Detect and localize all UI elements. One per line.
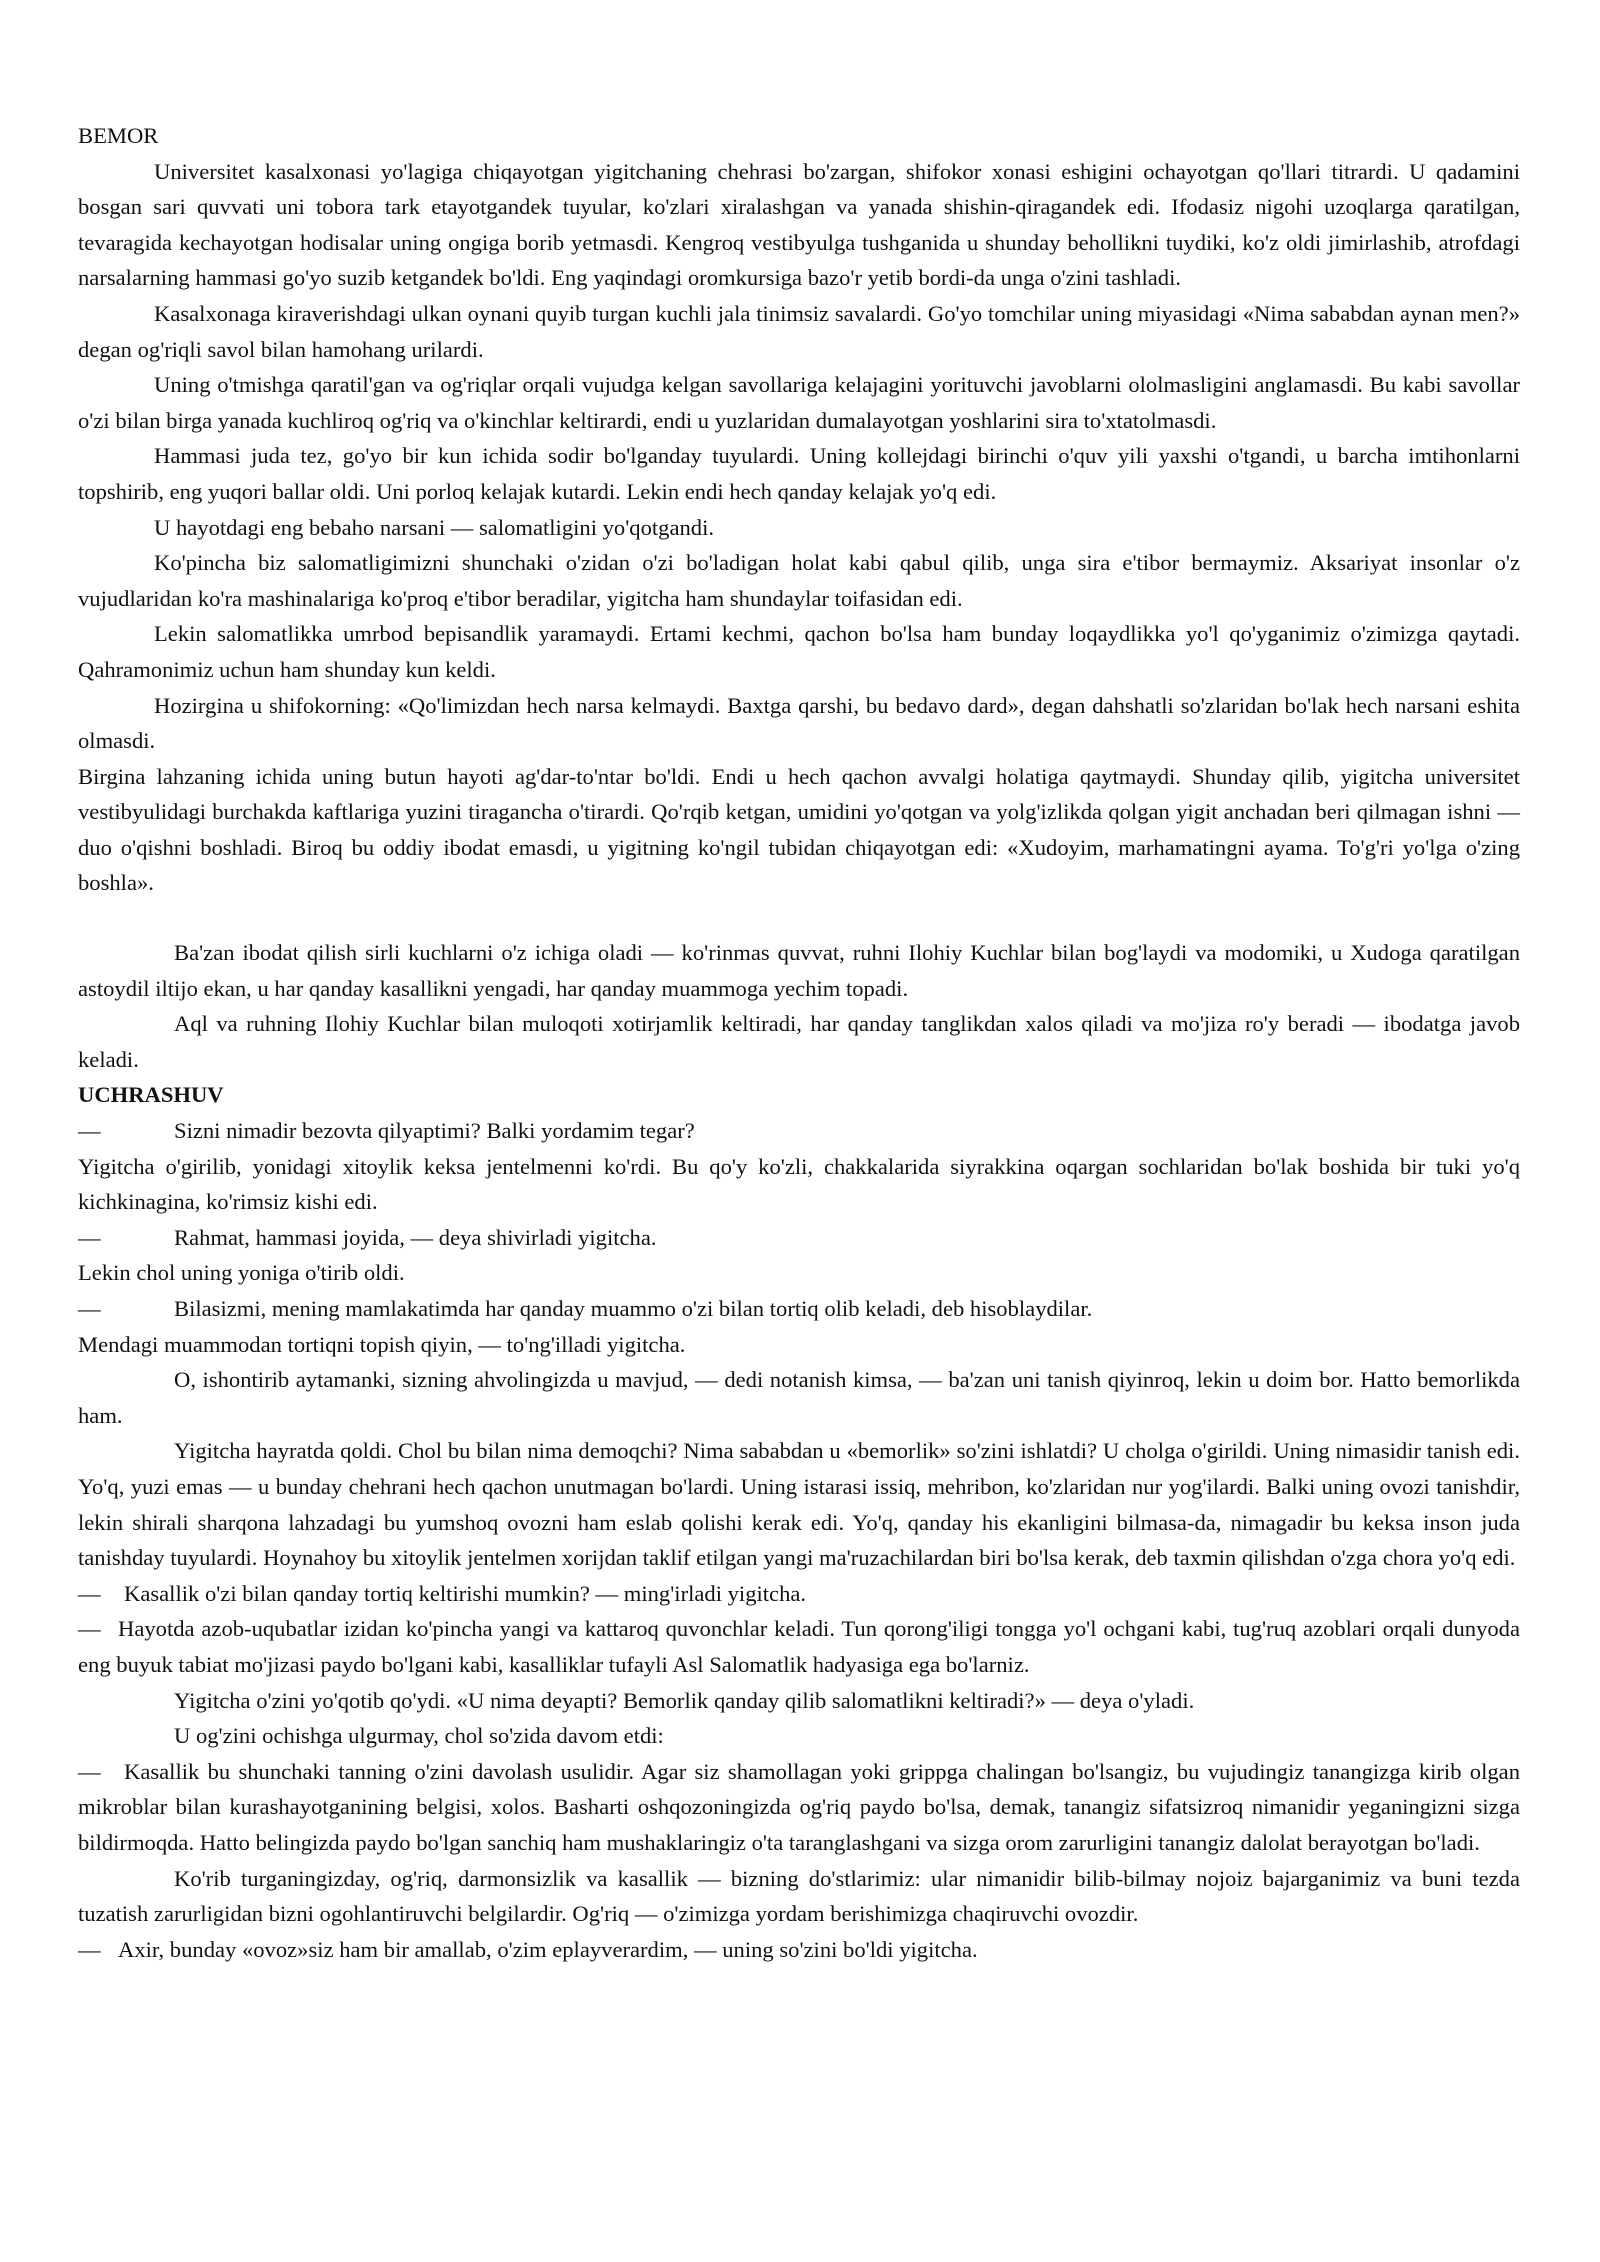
dialogue-text: Bilasizmi, mening mamlakatimda har qanday muammo o'zi bilan tortiq olib keladi, deb hisoblaydilar. bbox=[174, 1296, 1093, 1321]
dialogue-text: Sizni nimadir bezovta qilyaptimi? Balki yordamim tegar? bbox=[174, 1118, 695, 1144]
chapter-title: BEMOR bbox=[78, 123, 159, 148]
paragraph: Ba'zan ibodat qilish sirli kuchlarni o'z ichiga oladi — ko'rinmas quvvat, ruhni Ilohiy Kuchlar bilan bog'laydi va modomiki, u Xudoga qaratilgan astoydil iltijo ekan, u har qanday kasallikni yengadi, har qanday muammoga yechim topadi. bbox=[78, 940, 1520, 1001]
dash-mark: — bbox=[78, 1616, 101, 1642]
dialogue-text: Kasallik bu shunchaki tanning o'zini davolash usulidir. Agar siz shamollagan yoki grippga chalingan bo'lsangiz, bu vujudingiz tanangizga kirib olgan mikroblar bilan kurashayotganining belgisi, xolos. Basharti oshqozoningizda og'riq paydo bo'lsa, demak, tanangiz sifatsizroq nimanidir yeganingizni sizga bildirmoqda. Hatto belingizda paydo bo'lgan sanchiq ham mushaklaringiz o'ta taranglashgani va sizga orom zarurligini tanangiz dalolat berayotgan bo'ladi. bbox=[78, 1758, 1520, 1855]
dialogue-line bbox=[78, 1113, 1520, 1149]
paragraph: Hammasi juda tez, go'yo bir kun ichida sodir bo'lganday tuyulardi. Uning kollejdagi birinchi o'quv yili yaxshi o'tgandi, u barcha imtihonlarni topshirib, eng yuqori ballar oldi. Uni porloq kelajak kutardi. Lekin endi hech qanday kelajak yo'q edi. bbox=[78, 443, 1520, 504]
dash-mark: — bbox=[78, 1580, 101, 1606]
dialogue-text: Kasallik o'zi bilan qanday tortiq keltirishi mumkin? — ming'irladi yigitcha. bbox=[124, 1580, 807, 1606]
dash-mark: — bbox=[78, 1296, 101, 1321]
paragraph: Universitet kasalxonasi yo'lagiga chiqayotgan yigitchaning chehrasi bo'zargan, shifokor xonasi eshigini ochayotgan qo'llari titrardi. U qadamini bosgan sari quvvati uni tobora tark etayotgandek tuyular, ko'zlari xiralashgan va yanada shishin-qiragandek edi. Ifodasiz nigohi uzoqlarga qaratilgan, tevaragida kechayotgan hodisalar uning ongiga borib yetmasdi. Kengroq vestibyulga tushganida u shunday behollikni tuydiki, ko'z oldi jimirlashib, atrofdagi narsalarning hammasi go'yo suzib ketgandek bo'ldi. Eng yaqindagi oromkursiga bazo'r yetib bordi-da unga o'zini tashladi. bbox=[78, 158, 1520, 291]
paragraph: U og'zini ochishga ulgurmay, chol so'zida davom etdi: bbox=[174, 1723, 664, 1749]
paragraph: Yigitcha o'girilib, yonidagi xitoylik keksa jentelmenni ko'rdi. Bu qo'y ko'zli, chakkalarida siyrakkina oqargan sochlaridan bo'lak boshida bir tuki yo'q kichkinagina, ko'rimsiz kishi edi. bbox=[78, 1153, 1520, 1215]
dialogue-line bbox=[78, 1754, 1520, 1861]
blank-line bbox=[78, 901, 1520, 935]
paragraph: Ko'pincha biz salomatligimizni shunchaki o'zidan o'zi bo'ladigan holat kabi qabul qilib, unga sira e'tibor bermaymiz. Aksariyat insonlar o'z vujudlaridan ko'ra mashinalariga ko'proq e'tibor beradilar, yigitcha ham shundaylar toifasidan edi. bbox=[78, 550, 1520, 611]
paragraph: U hayotdagi eng bebaho narsani — salomatligini yo'qotgandi. bbox=[154, 514, 715, 540]
paragraph: Lekin chol uning yoniga o'tirib oldi. bbox=[78, 1260, 405, 1286]
paragraph: Hozirgina u shifokorning: «Qo'limizdan hech narsa kelmaydi. Baxtga qarshi, bu bedavo dard», degan dahshatli so'zlaridan bo'lak hech narsani eshita olmasdi. bbox=[78, 692, 1520, 754]
paragraph: Birgina lahzaning ichida uning butun hayoti ag'dar-to'ntar bo'ldi. Endi u hech qachon avvalgi holatiga qaytmaydi. Shunday qilib, yigitcha universitet vestibyulidagi burchakda kaftlariga yuzini tiragancha o'tirardi. Qo'rqib ketgan, umidini yo'qotgan va yolg'izlikda qolgan yigit anchadan beri qilmagan ishni — duo o'qishni boshladi. Biroq bu oddiy ibodat emasdi, u yigitning ko'ngil tubidan chiqayotgan edi: «Xudoyim, marhamatingni ayama. To'g'ri yo'lga o'zing boshla». bbox=[78, 763, 1520, 896]
paragraph: Uning o'tmishga qaratil'gan va og'riqlar orqali vujudga kelgan savollariga kelajagini yorituvchi javoblarni ololmasligini anglamasdi. Bu kabi savollar o'zi bilan birga yanada kuchliroq og'riq va o'kinchlar keltirardi, endi u yuzlaridan dumalayotgan yoshlarini sira to'xtatolmasdi. bbox=[78, 372, 1520, 433]
dash-mark: — bbox=[78, 1758, 101, 1784]
dash-mark: — bbox=[78, 1118, 101, 1144]
paragraph: Lekin salomatlikka umrbod bepisandlik yaramaydi. Ertami kechmi, qachon bo'lsa ham bunday loqaydlikka yo'l qo'yganimiz o'zimizga qaytadi. Qahramonimiz uchun ham shunday kun keldi. bbox=[78, 621, 1520, 682]
dialogue-line bbox=[78, 1220, 1520, 1256]
paragraph: Aql va ruhning Ilohiy Kuchlar bilan muloqoti xotirjamlik keltiradi, har qanday tanglikdan xalos qiladi va mo'jiza ro'y beradi — ibodatga javob keladi. bbox=[78, 1011, 1520, 1072]
paragraph: O, ishontirib aytamanki, sizning ahvolingizda u mavjud, — dedi notanish kimsa, — ba'zan uni tanish qiyinroq, lekin u doim bor. Hatto bemorlikda ham. bbox=[78, 1367, 1520, 1428]
dialogue-line bbox=[78, 1576, 1520, 1612]
dialogue-text: Hayotda azob-uqubatlar izidan ko'pincha yangi va kattaroq quvonchlar keladi. Tun qorong'iligi tongga yo'l ochgani kabi, tug'ruq azoblari orqali dunyoda eng buyuk tabiat mo'jizasi paydo bo'lgani kabi, kasalliklar tufayli Asl Salomatlik hadyasiga ega bo'larniz. bbox=[78, 1616, 1520, 1677]
dash-mark: — bbox=[78, 1224, 101, 1250]
paragraph: Yigitcha hayratda qoldi. Chol bu bilan nima demoqchi? Nima sababdan u «bemorlik» so'zini ishlatdi? U cholga o'girildi. Uning nimasidir tanish edi. Yo'q, yuzi emas — u bunday chehrani hech qachon unutmagan bo'lardi. Uning istarasi issiq, mehribon, ko'zlaridan nur yog'ilardi. Balki uning ovozi tanishdir, lekin shirali sharqona lahzadagi bu yumshoq ovozni ham eslab qolishi kerak edi. Yo'q, qanday his ekanligini bilmasa-da, nimagadir bu keksa inson juda tanishday tuyulardi. Hoynahoy bu xitoylik jentelmen xorijdan taklif etilgan yangi ma'ruzachilardan biri bo'lsa kerak, deb taxmin qilishdan o'zga chora yo'q edi. bbox=[78, 1438, 1520, 1571]
paragraph: Yigitcha o'zini yo'qotib qo'ydi. «U nima deyapti? Bemorlik qanday qilib salomatlikni keltiradi?» — deya o'yladi. bbox=[174, 1687, 1195, 1713]
dash-mark: — bbox=[78, 1936, 101, 1962]
dialogue-line bbox=[78, 1932, 1520, 1968]
dialogue-line bbox=[78, 1611, 1520, 1682]
dialogue-text: Rahmat, hammasi joyida, — deya shivirladi yigitcha. bbox=[174, 1224, 657, 1250]
dialogue-text: Axir, bunday «ovoz»siz ham bir amallab, o'zim eplayverardim, — uning so'zini bo'ldi yigitcha. bbox=[118, 1936, 978, 1962]
paragraph: Kasalxonaga kiraverishdagi ulkan oynani quyib turgan kuchli jala tinimsiz savalardi. Go'yo tomchilar uning miyasidagi «Nima sababdan aynan men?» degan og'riqli savol bilan hamohang urilardi. bbox=[78, 300, 1520, 362]
dialogue-line bbox=[78, 1291, 1520, 1327]
section-heading: UCHRASHUV bbox=[78, 1082, 224, 1108]
paragraph: Mendagi muammodan tortiqni topish qiyin, — to'ng'illadi yigitcha. bbox=[78, 1331, 686, 1357]
paragraph: Ko'rib turganingizday, og'riq, darmonsizlik va kasallik — bizning do'stlarimiz: ular nimanidir bilib-bilmay nojoiz bajarganimiz va buni tezda tuzatish zarurligidan bizni ogohlantiruvchi belgilardir. Og'riq — o'zimizga yordam berishimizga chaqiruvchi ovozdir. bbox=[78, 1865, 1520, 1927]
